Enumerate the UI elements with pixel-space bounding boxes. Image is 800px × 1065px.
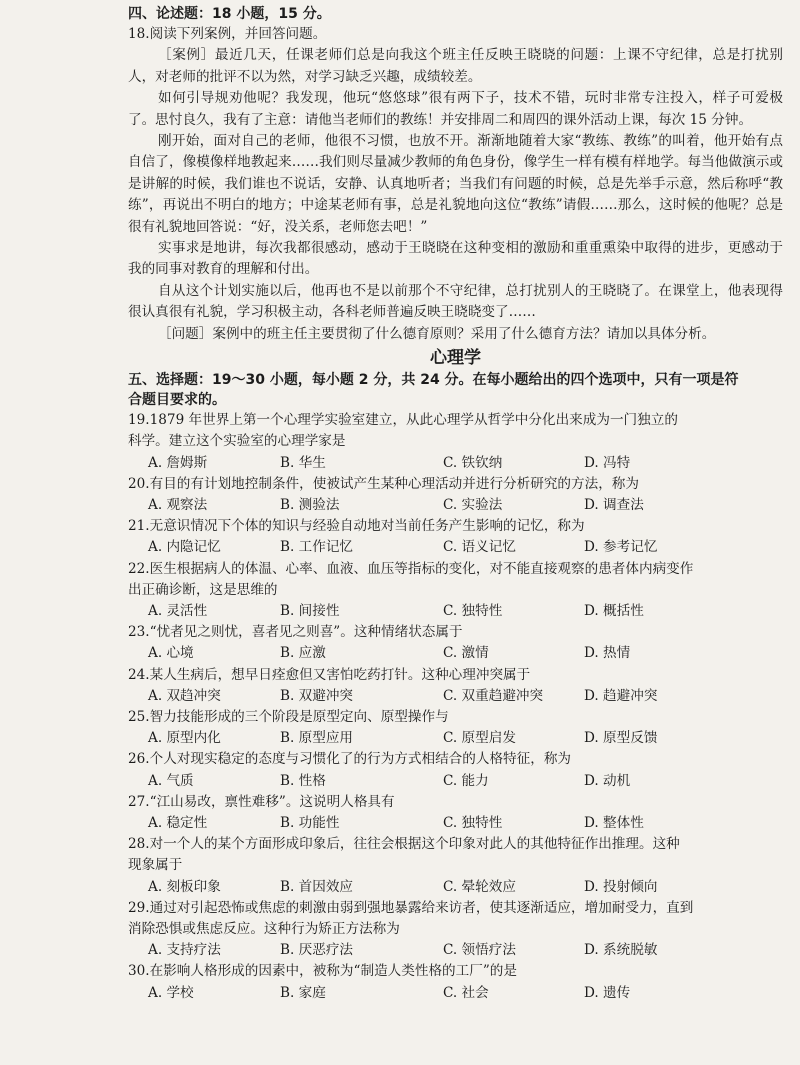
option-c: C. 实验法 (443, 496, 503, 513)
question-stem: 22.医生根据病人的体温、心率、血液、血压等指标的变化，对不能直接观察的患者体内病变作 (128, 560, 694, 577)
q18-prompt: 18.阅读下列案例，并回答问题。 (128, 26, 327, 42)
option-d: D. 调查法 (584, 496, 644, 513)
option-row (128, 601, 783, 622)
question-stem: 28.对一个人的某个方面形成印象后，往往会根据这个印象对此人的其他特征作出推理。这种 (128, 836, 680, 853)
option-b: B. 家庭 (280, 984, 326, 1001)
question-stem: 26.个人对现实稳定的态度与习惯化了的行为方式相结合的人格特征，称为 (128, 751, 572, 768)
option-c: C. 能力 (443, 772, 489, 789)
q18-question: ［问题］案例中的班主任主要贯彻了什么德育原则？采用了什么德育方法？请加以具体分析。 (158, 325, 716, 342)
option-a: A. 心境 (148, 645, 194, 662)
option-d: D. 投射倾向 (584, 878, 658, 895)
option-c: C. 语义记忆 (443, 539, 516, 556)
question-stem: 消除恐惧或焦虑反应。这种行为矫正方法称为 (128, 920, 400, 937)
question-item (128, 898, 783, 962)
question-item (128, 559, 783, 623)
option-row (128, 495, 783, 516)
section5-heading-cont: 合题目要求的。 (128, 392, 226, 409)
question-stem: 24.某人生病后，想早日痊愈但又害怕吃药打针。这种心理冲突属于 (128, 666, 531, 683)
question-stem: 现象属于 (128, 857, 183, 874)
option-c: C. 原型启发 (443, 730, 516, 747)
question-item (128, 665, 783, 707)
question-stem: 20.有目的有计划地控制条件，使被试产生某种心理活动并进行分析研究的方法，称为 (128, 475, 639, 492)
option-c: C. 独特性 (443, 814, 503, 831)
option-a: A. 学校 (148, 984, 194, 1001)
question-item (128, 410, 783, 474)
option-d: D. 冯特 (584, 454, 631, 471)
question-item (128, 707, 783, 749)
option-c: C. 铁钦纳 (443, 454, 503, 471)
option-row (128, 643, 783, 664)
option-d: D. 整体性 (584, 814, 644, 831)
option-d: D. 趋避冲突 (584, 687, 658, 704)
q18-case-paragraph: 实事求是地讲，每次我都很感动，感动于王晓晓在这种变相的激励和重重熏染中取得的进步，更感动于我的同事对教育的理解和付出。 (128, 240, 783, 278)
option-a: A. 原型内化 (148, 730, 221, 747)
option-c: C. 独特性 (443, 602, 503, 619)
question-stem: 21.无意识情况下个体的知识与经验自动地对当前任务产生影响的记忆，称为 (128, 518, 585, 535)
option-b: B. 间接性 (280, 602, 340, 619)
option-a: A. 灵活性 (148, 602, 208, 619)
option-a: A. 刻板印象 (148, 878, 221, 895)
section5-heading: 五、选择题：19～30 小题，每小题 2 分，共 24 分。在每小题给出的四个选项中，只有一项是符 (128, 372, 739, 389)
option-row (128, 877, 783, 898)
option-b: B. 工作记忆 (280, 539, 354, 556)
question-stem: 科学。建立这个实验室的心理学家是 (128, 433, 346, 450)
option-row (128, 686, 783, 707)
option-a: A. 气质 (148, 772, 194, 789)
option-b: B. 厌恶疗法 (280, 942, 354, 959)
option-d: D. 遗传 (584, 984, 631, 1001)
question-stem: 29.通过对引起恐怖或焦虑的刺激由弱到强地暴露给来访者，使其逐渐适应，增加耐受力，直到 (128, 899, 694, 916)
option-row (128, 453, 783, 474)
option-b: B. 双避冲突 (280, 687, 354, 704)
option-d: D. 动机 (584, 772, 631, 789)
question-stem: 出正确诊断，这是思维的 (128, 581, 278, 598)
option-b: B. 首因效应 (280, 878, 354, 895)
option-a: A. 支持疗法 (148, 942, 221, 959)
option-d: D. 热情 (584, 645, 631, 662)
question-stem: 27.“江山易改，禀性难移”。这说明人格具有 (128, 793, 395, 810)
section4-heading: 四、论述题：18 小题，15 分。 (128, 6, 331, 22)
question-item (128, 622, 783, 664)
question-list (128, 410, 783, 1004)
option-b: B. 应激 (280, 645, 326, 662)
question-item (128, 516, 783, 558)
question-item (128, 474, 783, 516)
option-c: C. 领悟疗法 (443, 942, 516, 959)
option-row (128, 537, 783, 558)
option-row (128, 728, 783, 749)
subject-title: 心理学 (430, 348, 481, 369)
option-a: A. 稳定性 (148, 814, 208, 831)
question-stem: 19.1879 年世界上第一个心理学实验室建立，从此心理学从哲学中分化出来成为一门独立的 (128, 412, 678, 429)
question-stem: 23.“忧者见之则忧，喜者见之则喜”。这种情绪状态属于 (128, 624, 463, 641)
question-item (128, 749, 783, 791)
question-item (128, 834, 783, 898)
option-b: B. 华生 (280, 454, 326, 471)
question-item (128, 792, 783, 834)
option-row (128, 983, 783, 1004)
q18-case-paragraph: ［案例］最近几天，任课老师们总是向我这个班主任反映王晓晓的问题：上课不守纪律，总是打扰别人，对老师的批评不以为然，对学习缺乏兴趣，成绩较差。 (128, 47, 783, 85)
option-d: D. 概括性 (584, 602, 644, 619)
option-row (128, 940, 783, 961)
question-stem: 25.智力技能形成的三个阶段是原型定向、原型操作与 (128, 708, 449, 725)
option-b: B. 测验法 (280, 496, 340, 513)
option-b: B. 性格 (280, 772, 326, 789)
question-item (128, 961, 783, 1003)
option-a: A. 内隐记忆 (148, 539, 221, 556)
option-d: D. 原型反馈 (584, 730, 658, 747)
q18-case-paragraph: 如何引导规劝他呢？我发现，他玩“悠悠球”很有两下子，技术不错，玩时非常专注投入，样子可爱极了。思忖良久，我有了主意：请他当老师们的教练！并安排周二和周四的课外活动上课，每次 15 分钟。 (128, 90, 783, 128)
option-c: C. 社会 (443, 984, 489, 1001)
option-row (128, 771, 783, 792)
q18-case-paragraph: 刚开始，面对自己的老师，他很不习惯，也放不开。渐渐地随着大家“教练、教练”的叫着，他开始有点自信了，像模像样地教起来……我们则尽量减少教师的角色身份，像学生一样有模有样地学。每当他做演示或是讲解的时候，我们谁也不说话，安静、认真地听者；当我们有问题的时候，总是先举手示意，然后称呼“教练”，再说出不明白的地方；中途某老师有事，总是礼貌地向这位“教练”请假……那么，这时候的他呢？总是很有礼貌地回答说：“好，没关系，老师您去吧！” (128, 133, 783, 235)
option-c: C. 激情 (443, 645, 489, 662)
option-row (128, 813, 783, 834)
option-c: C. 双重趋避冲突 (443, 687, 544, 704)
question-stem: 30.在影响人格形成的因素中，被称为“制造人类性格的工厂”的是 (128, 963, 517, 980)
q18-case-paragraph: 自从这个计划实施以后，他再也不是以前那个不守纪律，总打扰别人的王晓晓了。在课堂上，他表现得很认真很有礼貌，学习积极主动，各科老师普遍反映王晓晓变了…… (128, 282, 783, 321)
page-content (128, 4, 783, 1004)
option-d: D. 系统脱敏 (584, 942, 658, 959)
option-b: B. 功能性 (280, 814, 340, 831)
option-a: A. 双趋冲突 (148, 687, 221, 704)
option-d: D. 参考记忆 (584, 539, 658, 556)
option-a: A. 詹姆斯 (148, 454, 208, 471)
option-c: C. 晕轮效应 (443, 878, 516, 895)
option-b: B. 原型应用 (280, 730, 354, 747)
option-a: A. 观察法 (148, 496, 208, 513)
